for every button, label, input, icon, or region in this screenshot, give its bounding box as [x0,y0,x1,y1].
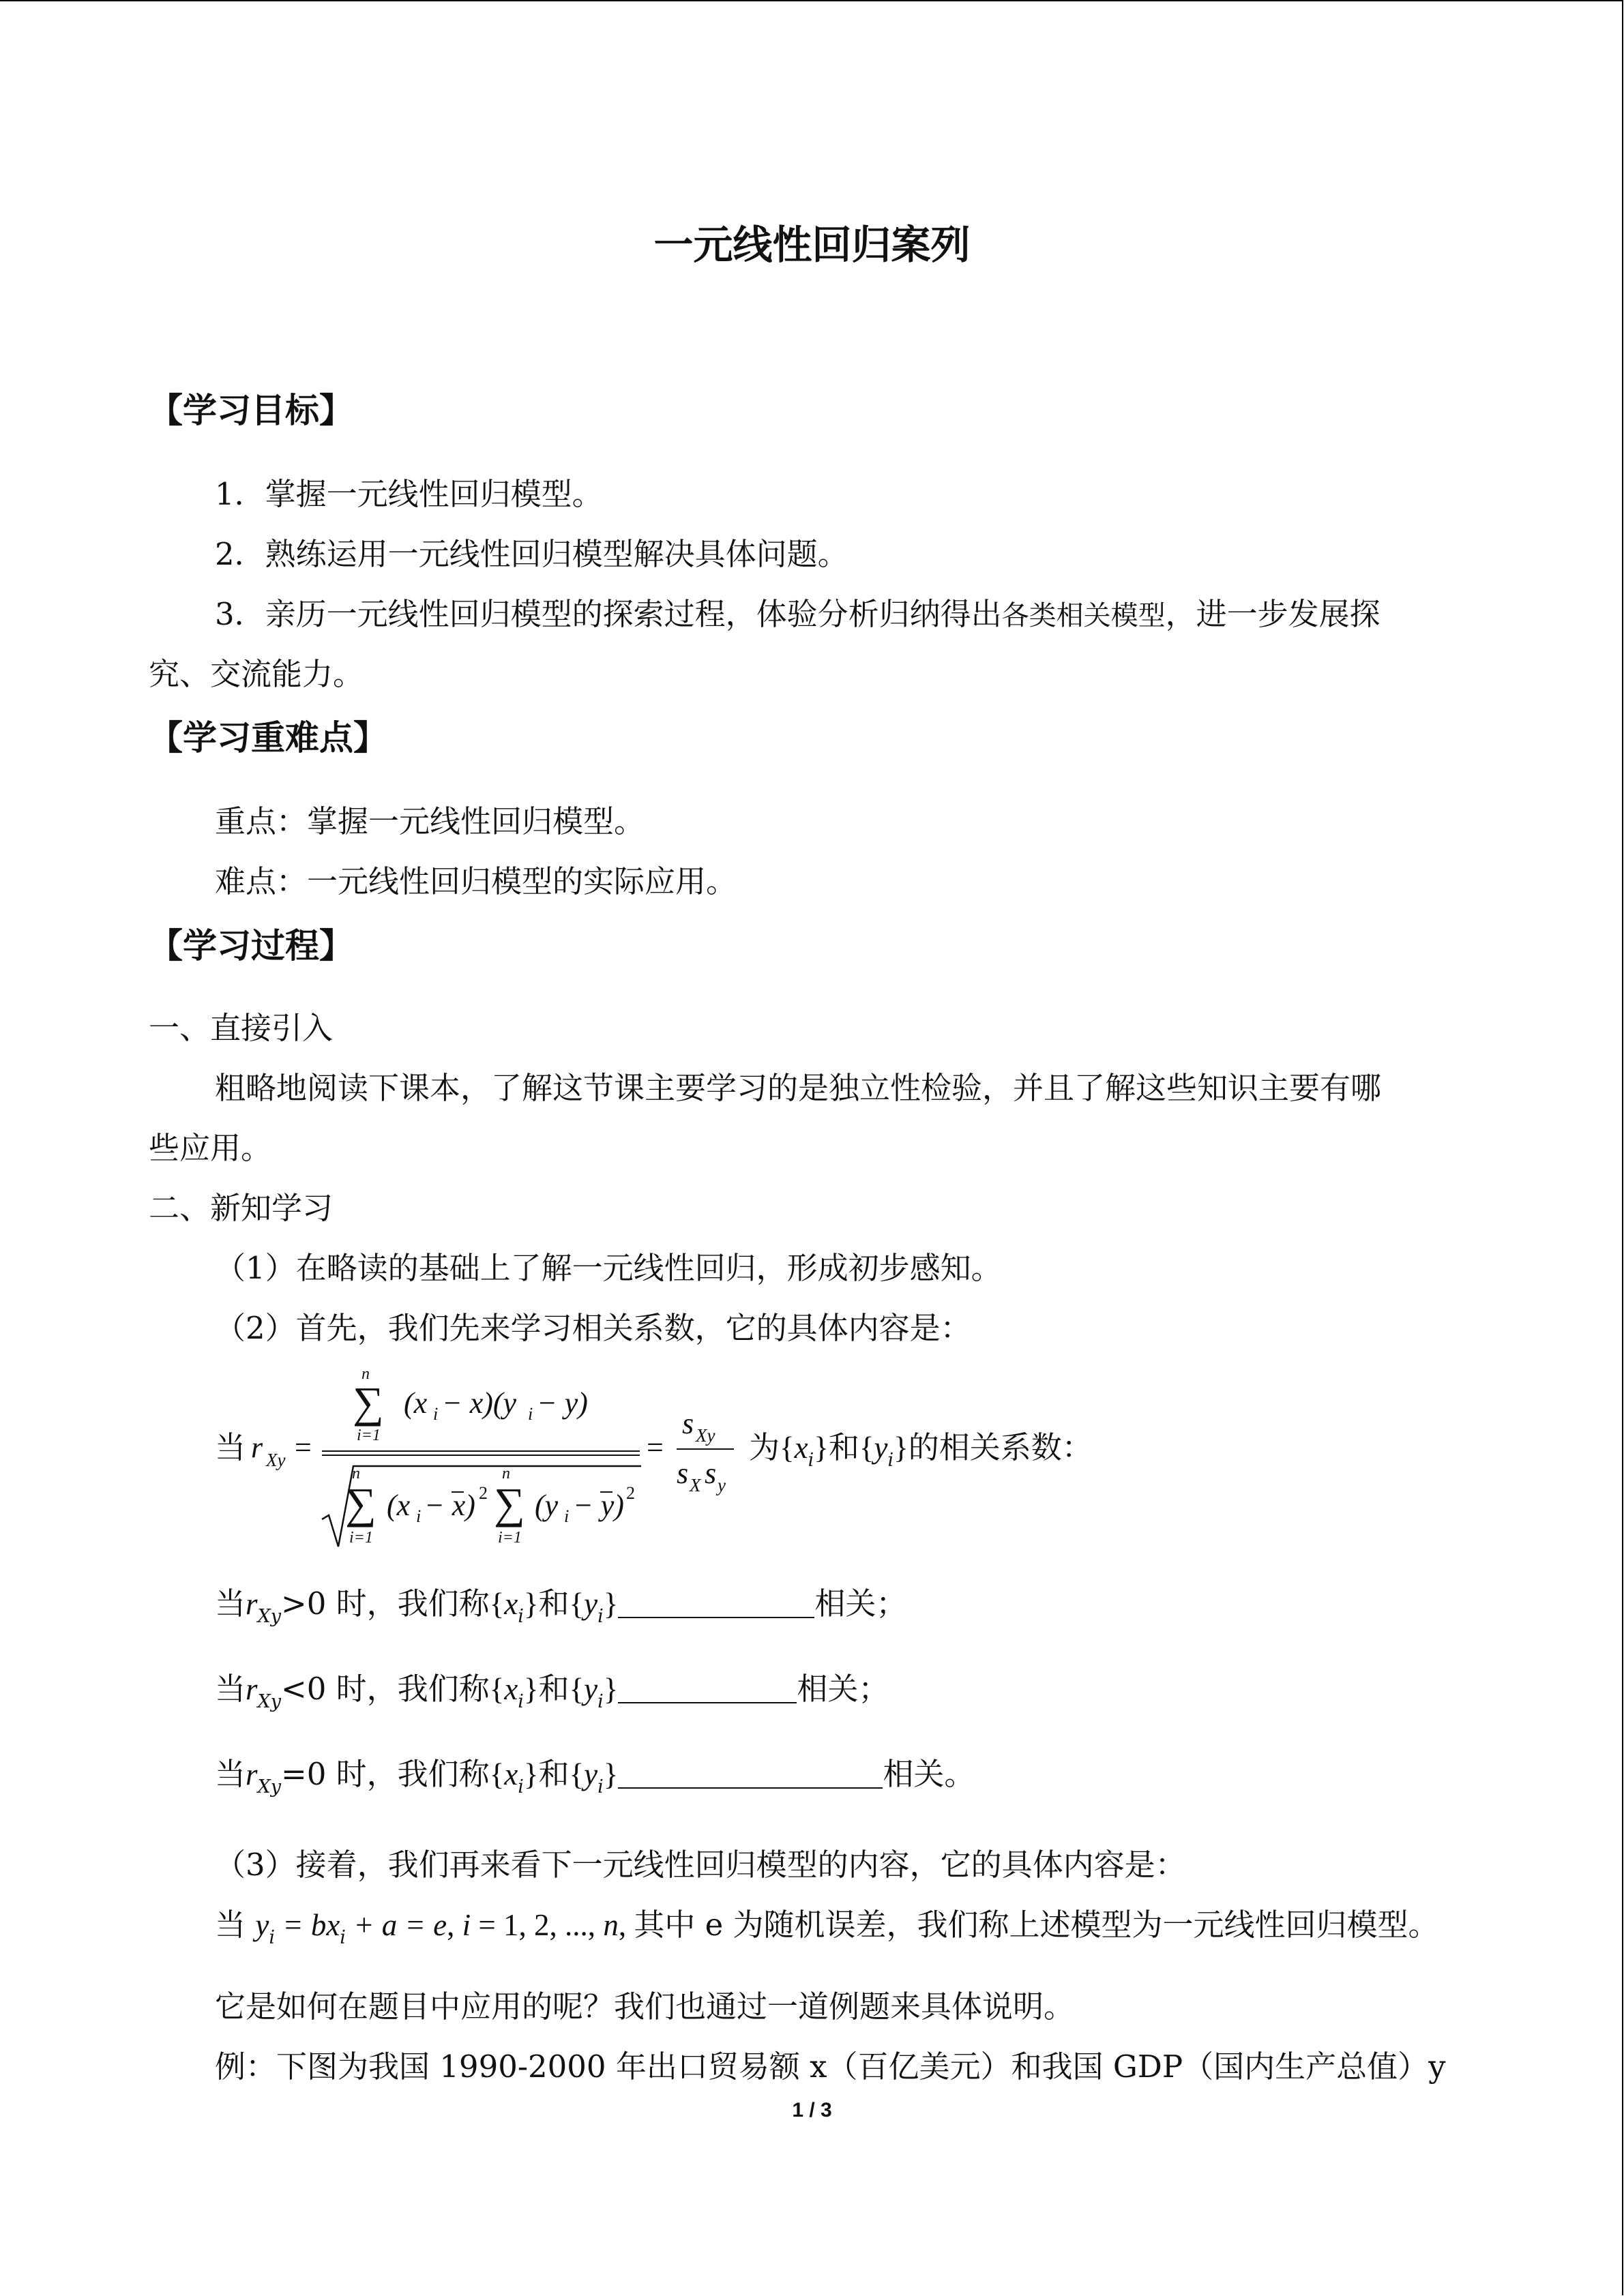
svg-text:n: n [352,1465,360,1482]
svg-text:i: i [528,1404,533,1424]
svg-text:=: = [295,1431,312,1464]
svg-text:s: s [705,1457,717,1490]
correlation-formula [246,1364,750,1555]
svg-text:i=1: i=1 [349,1529,373,1547]
svg-text:− y): − y) [573,1489,624,1522]
goals-heading: 【学习目标】 [149,391,353,430]
model-line: 当 $y_i = bx_i + a = e$, i = 1, 2, ..., n, 其中 e 为随机误差，我们称上述模型为一元线性回归模型。 [215,1907,1439,1948]
svg-text:∑: ∑ [345,1479,377,1527]
svg-text:i=1: i=1 [498,1529,522,1547]
svg-text:− y): − y) [537,1386,588,1420]
part1-text-cont: 些应用。 [149,1130,272,1166]
goal-item-3: 3．亲历一元线性回归模型的探索过程，体验分析归纳得出各类相关模型，进一步发展探 [215,596,1381,632]
difficult-point: 难点：一元线性回归模型的实际应用。 [215,863,737,899]
step-3: （3）接着，我们再来看下一元线性回归模型的内容，它的具体内容是： [215,1847,1186,1883]
process-heading: 【学习过程】 [149,926,353,966]
svg-text:∑: ∑ [353,1378,384,1427]
svg-text:i: i [433,1404,439,1424]
goal-item-1: 1．掌握一元线性回归模型。 [215,476,603,512]
step-2: （2）首先，我们先来学习相关系数，它的具体内容是： [215,1310,971,1346]
svg-text:n: n [502,1465,510,1482]
svg-text:Xy: Xy [266,1450,286,1470]
svg-text:i: i [564,1506,570,1526]
svg-text:i=1: i=1 [357,1427,381,1444]
svg-text:n: n [361,1365,370,1383]
svg-text:y: y [718,1475,726,1495]
part2-title: 二、新知学习 [149,1190,334,1226]
svg-text:s: s [682,1407,694,1440]
svg-text:X: X [690,1475,701,1495]
svg-text:∑: ∑ [494,1479,525,1527]
svg-text:=: = [647,1431,664,1464]
answer-blank-3[interactable] [618,1757,883,1789]
svg-text:2: 2 [479,1483,488,1503]
formula-suffix: 为$\{x_i\}$和$\{y_i\}$的相关系数： [749,1429,1093,1471]
answer-blank-2[interactable] [618,1672,797,1703]
svg-text:(y: (y [535,1489,559,1522]
example-text: 例：下图为我国 1990-2000 年出口贸易额 x（百亿美元）和我国 GDP（国内生产总值）y [215,2048,1446,2085]
goal-item-3-cont: 究、交流能力。 [149,656,364,692]
svg-text:Xy: Xy [696,1425,715,1446]
key-point: 重点：掌握一元线性回归模型。 [215,803,645,839]
case-positive: 当$r_{Xy}>0$ 时，我们称$\{x_i\}$和$\{y_i\}$ 相关； [215,1585,907,1627]
document-title: 一元线性回归案列 [653,222,971,268]
part1-text: 粗略地阅读下课本，了解这节课主要学习的是独立性检验，并且了解这些知识主要有哪 [215,1070,1382,1106]
part1-title: 一、直接引入 [149,1010,334,1046]
svg-text:(x: (x [387,1489,411,1522]
svg-text:− x)(y: − x)(y [442,1386,517,1420]
svg-text:i: i [416,1506,422,1526]
case-negative: 当$r_{Xy}<0$ 时，我们称$\{x_i\}$和$\{y_i\}$ 相关； [215,1671,889,1712]
key-heading: 【学习重难点】 [149,718,387,758]
svg-text:2: 2 [626,1483,635,1503]
svg-text:− x): − x) [424,1489,475,1522]
goal-item-2: 2．熟练运用一元线性回归模型解决具体问题。 [215,536,848,572]
svg-text:s: s [677,1457,689,1490]
case-zero: 当$r_{Xy}=0$ 时，我们称$\{x_i\}$和$\{y_i\}$ 相关。 [215,1756,975,1798]
step-1: （1）在略读的基础上了解一元线性回归，形成初步感知。 [215,1250,1002,1286]
svg-text:(x: (x [404,1386,428,1420]
page-number: 1 / 3 [792,2099,832,2121]
svg-text:r: r [251,1431,263,1464]
apply-text: 它是如何在题目中应用的呢？我们也通过一道例题来具体说明。 [215,1988,1075,2025]
formula-prefix: 当 [215,1429,246,1465]
answer-blank-1[interactable] [618,1587,814,1618]
